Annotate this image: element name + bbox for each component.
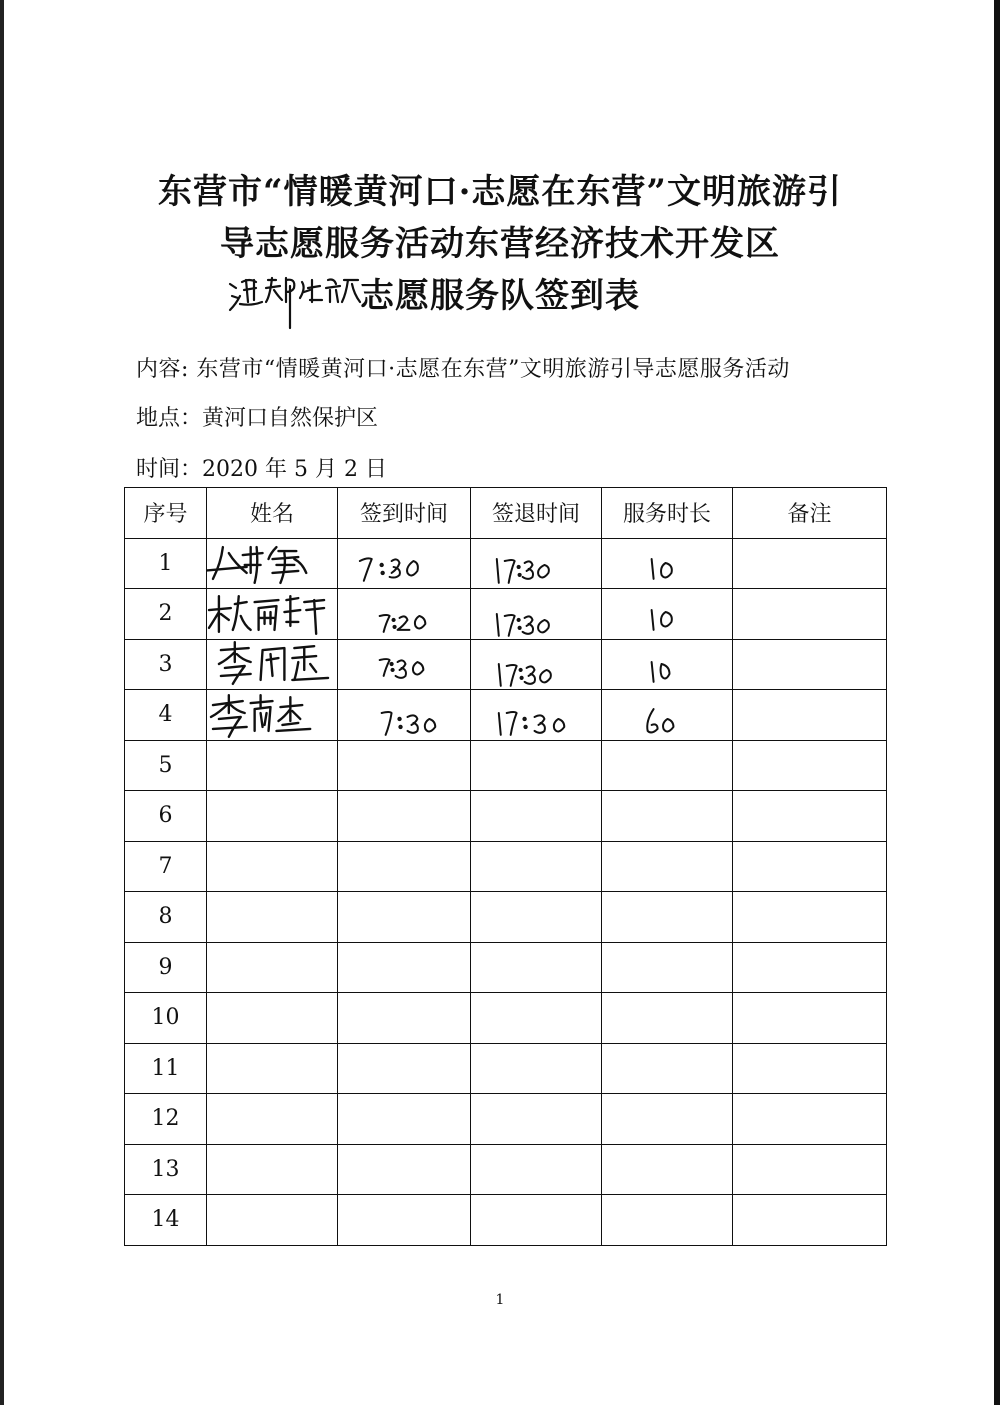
sign-in-time-cell — [338, 639, 471, 690]
remarks-cell — [733, 538, 887, 589]
sign-in-time-cell — [338, 1043, 471, 1094]
remarks-cell — [733, 740, 887, 791]
sign-out-time-cell — [471, 538, 602, 589]
serial-number-cell: 5 — [125, 740, 207, 791]
handwritten-name-signature — [207, 590, 337, 638]
service-hours-cell — [602, 841, 733, 892]
handwritten-service-hours — [602, 539, 732, 587]
sign-in-time-cell — [338, 791, 471, 842]
service-hours-cell — [602, 892, 733, 943]
sign-in-table — [124, 487, 887, 1246]
remarks-cell — [733, 892, 887, 943]
sign-out-time-cell — [471, 1195, 602, 1246]
name-signature-cell — [207, 538, 338, 589]
handwritten-sign-out-time — [471, 691, 601, 739]
sign-out-time-cell — [471, 841, 602, 892]
table-row — [125, 1043, 887, 1094]
sign-in-time-cell — [338, 740, 471, 791]
name-cell — [207, 841, 338, 892]
header-remarks: 备注 — [733, 488, 887, 539]
table-row — [125, 740, 887, 791]
table-row — [125, 942, 887, 993]
serial-number-cell: 1 — [125, 538, 207, 589]
table-row — [125, 1144, 887, 1195]
document-title-line1: 东营市“情暖黄河口·志愿在东营”文明旅游引 — [158, 172, 842, 212]
remarks-cell — [733, 639, 887, 690]
remarks-cell — [733, 993, 887, 1044]
serial-number-cell: 4 — [125, 690, 207, 741]
sign-in-time-cell — [338, 589, 471, 640]
sign-out-time-cell — [471, 589, 602, 640]
service-hours-cell — [602, 993, 733, 1044]
sign-out-time-cell — [471, 942, 602, 993]
page-number: 1 — [495, 1292, 505, 1308]
remarks-cell — [733, 1144, 887, 1195]
serial-number-cell: 9 — [125, 942, 207, 993]
header-sign-out-time: 签退时间 — [471, 488, 602, 539]
name-cell — [207, 791, 338, 842]
table-row — [125, 892, 887, 943]
sign-in-time-cell — [338, 690, 471, 741]
service-hours-cell — [602, 1144, 733, 1195]
handwritten-sign-out-time — [471, 539, 601, 587]
sign-out-time-cell — [471, 791, 602, 842]
handwritten-sign-in-time — [338, 640, 470, 688]
table-row — [125, 1094, 887, 1145]
handwritten-sign-in-time — [338, 539, 470, 587]
name-cell — [207, 1094, 338, 1145]
handwritten-sign-out-time — [471, 590, 601, 638]
table-row — [125, 690, 887, 741]
header-name: 姓名 — [207, 488, 338, 539]
document-title-line3: 志愿服务队签到表 — [360, 276, 640, 316]
sign-in-time-cell — [338, 538, 471, 589]
table-row — [125, 841, 887, 892]
service-hours-cell — [602, 690, 733, 741]
name-cell — [207, 1195, 338, 1246]
name-cell — [207, 740, 338, 791]
table-row — [125, 1195, 887, 1246]
name-cell — [207, 1144, 338, 1195]
sign-out-time-cell — [471, 1094, 602, 1145]
sign-in-time-cell — [338, 942, 471, 993]
header-sign-in-time: 签到时间 — [338, 488, 471, 539]
sign-in-time-cell — [338, 1094, 471, 1145]
serial-number-cell: 11 — [125, 1043, 207, 1094]
table-row — [125, 791, 887, 842]
handwritten-sign-in-time — [338, 590, 470, 638]
service-hours-cell — [602, 538, 733, 589]
remarks-cell — [733, 1043, 887, 1094]
date-line: 时间：2020 年 5 月 2 日 — [136, 457, 387, 482]
remarks-cell — [733, 942, 887, 993]
serial-number-cell: 10 — [125, 993, 207, 1044]
sign-out-time-cell — [471, 1043, 602, 1094]
document-title-line2: 导志愿服务活动东营经济技术开发区 — [220, 224, 780, 264]
header-service-hours: 服务时长 — [602, 488, 733, 539]
name-cell — [207, 1043, 338, 1094]
handwritten-service-hours — [602, 640, 732, 688]
sign-in-time-cell — [338, 993, 471, 1044]
remarks-cell — [733, 1094, 887, 1145]
serial-number-cell: 7 — [125, 841, 207, 892]
table-row — [125, 993, 887, 1044]
name-signature-cell — [207, 690, 338, 741]
serial-number-cell: 6 — [125, 791, 207, 842]
sign-out-time-cell — [471, 892, 602, 943]
sign-out-time-cell — [471, 740, 602, 791]
handwritten-sign-in-time — [338, 691, 470, 739]
service-hours-cell — [602, 1195, 733, 1246]
handwritten-name-signature — [207, 640, 337, 688]
sign-out-time-cell — [471, 1144, 602, 1195]
handwritten-team-name — [226, 266, 366, 330]
handwritten-name-signature — [207, 691, 337, 739]
table-row — [125, 589, 887, 640]
sign-in-time-cell — [338, 1195, 471, 1246]
sign-out-time-cell — [471, 690, 602, 741]
handwritten-sign-out-time — [471, 640, 601, 688]
serial-number-cell: 2 — [125, 589, 207, 640]
sign-in-time-cell — [338, 841, 471, 892]
serial-number-cell: 14 — [125, 1195, 207, 1246]
serial-number-cell: 3 — [125, 639, 207, 690]
name-cell — [207, 892, 338, 943]
sign-in-time-cell — [338, 892, 471, 943]
remarks-cell — [733, 1195, 887, 1246]
serial-number-cell: 12 — [125, 1094, 207, 1145]
service-hours-cell — [602, 1043, 733, 1094]
name-cell — [207, 942, 338, 993]
remarks-cell — [733, 841, 887, 892]
sign-in-time-cell — [338, 1144, 471, 1195]
handwritten-service-hours — [602, 590, 732, 638]
name-cell — [207, 993, 338, 1044]
name-signature-cell — [207, 589, 338, 640]
name-signature-cell — [207, 639, 338, 690]
serial-number-cell: 8 — [125, 892, 207, 943]
service-hours-cell — [602, 1094, 733, 1145]
service-hours-cell — [602, 942, 733, 993]
sign-out-time-cell — [471, 993, 602, 1044]
remarks-cell — [733, 791, 887, 842]
header-serial-number: 序号 — [125, 488, 207, 539]
service-hours-cell — [602, 740, 733, 791]
location-line: 地点：黄河口自然保护区 — [136, 406, 379, 431]
remarks-cell — [733, 690, 887, 741]
handwritten-service-hours — [602, 691, 732, 739]
service-hours-cell — [602, 589, 733, 640]
handwritten-name-signature — [207, 539, 337, 587]
sign-out-time-cell — [471, 639, 602, 690]
table-row — [125, 639, 887, 690]
table-row — [125, 538, 887, 589]
content-line: 内容: 东营市“情暖黄河口·志愿在东营”文明旅游引导志愿服务活动 — [136, 357, 790, 382]
service-hours-cell — [602, 791, 733, 842]
table-header-row — [125, 488, 887, 539]
service-hours-cell — [602, 639, 733, 690]
remarks-cell — [733, 589, 887, 640]
serial-number-cell: 13 — [125, 1144, 207, 1195]
